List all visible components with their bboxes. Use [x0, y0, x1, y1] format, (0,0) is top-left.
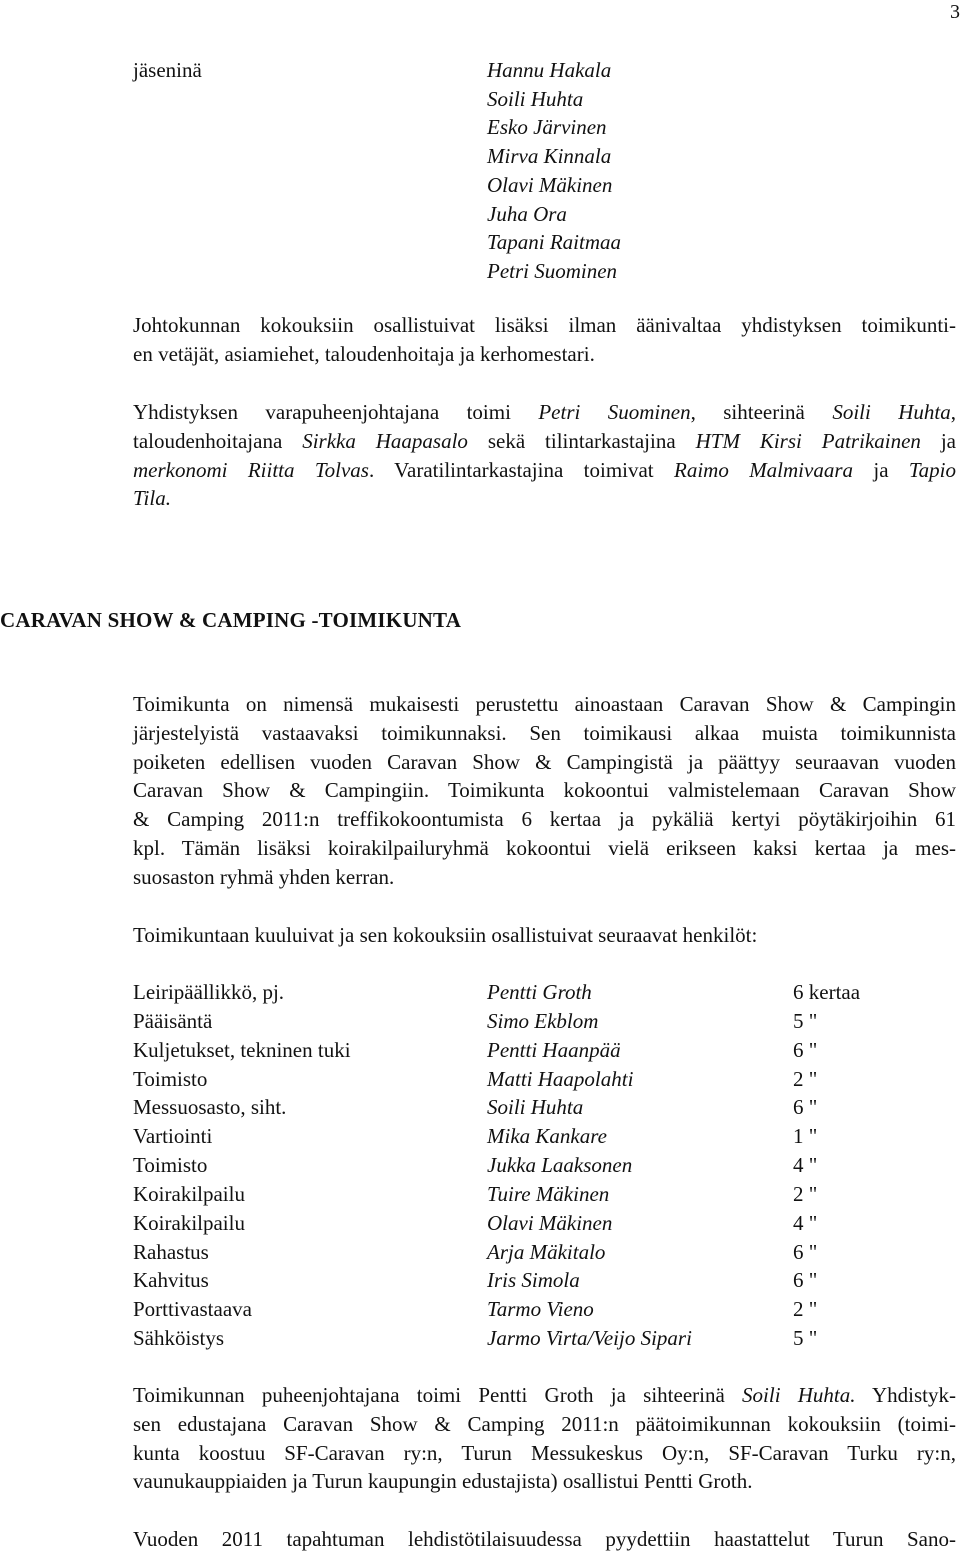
member-name: Tapani Raitmaa — [487, 230, 621, 254]
member-name: Petri Suominen — [487, 259, 618, 283]
count-cell: 6 kertaa — [793, 980, 861, 1004]
text-line — [133, 398, 956, 427]
role-cell: Vartiointi — [133, 1124, 213, 1148]
person-name: Soili Huhta — [832, 400, 951, 424]
member-name: Hannu Hakala — [487, 58, 612, 82]
name-cell: Mika Kankare — [487, 1124, 607, 1148]
text-line: en vetäjät, asiamiehet, taloudenhoitaja ja kerhomestari. — [133, 341, 595, 366]
text-run: , sihteerinä — [690, 400, 833, 424]
text-line: järjestelyistä vastaavaksi toimikunnaksi. Sen toimikausi alkaa muista toimikunnista — [133, 720, 956, 745]
text-run: . Varatilintarkastajina toimivat — [368, 457, 674, 482]
name-cell: Matti Haapolahti — [487, 1067, 634, 1091]
paragraph-officers — [133, 398, 956, 513]
role-cell: Toimisto — [133, 1067, 208, 1091]
name-cell: Olavi Mäkinen — [487, 1211, 613, 1235]
count-cell: 2 " — [793, 1182, 818, 1206]
count-cell: 6 " — [793, 1038, 818, 1062]
paragraph-members-intro — [133, 921, 956, 950]
member-name: Esko Järvinen — [487, 115, 607, 139]
text-line: Toimikunta on nimensä mukaisesti perustettu ainoastaan Caravan Show & Campingin — [133, 692, 956, 716]
text-run: Yhdistyk- — [855, 1383, 956, 1407]
role-cell: Porttivastaava — [133, 1297, 252, 1321]
text-line: suosaston ryhmä yhden kerran. — [133, 864, 395, 889]
person-name: HTM Kirsi Patrikainen — [695, 428, 921, 453]
member-name: Olavi Mäkinen — [487, 173, 613, 197]
count-cell: 2 " — [793, 1067, 818, 1091]
role-cell: Kahvitus — [133, 1268, 209, 1292]
page-number: 3 — [950, 1, 960, 23]
text-run: sekä tilintarkastajina — [467, 428, 696, 453]
name-cell: Jarmo Virta/Veijo Sipari — [487, 1326, 692, 1350]
text-run: ja — [920, 428, 956, 453]
role-cell: Koirakilpailu — [133, 1211, 245, 1235]
person-name: Petri Suominen — [538, 400, 691, 424]
person-name: Sirkka Haapasalo — [302, 428, 468, 453]
name-cell: Tuire Mäkinen — [487, 1182, 610, 1206]
paragraph-board-meetings — [133, 311, 956, 369]
name-cell: Pentti Haanpää — [487, 1038, 621, 1062]
count-cell: 4 " — [793, 1211, 818, 1235]
name-cell: Iris Simola — [487, 1268, 580, 1292]
count-cell: 1 " — [793, 1124, 818, 1148]
member-name: Soili Huhta — [487, 87, 584, 111]
text-line: poiketen edellisen vuoden Caravan Show & Campingistä ja päättyy seuraavan vuoden — [133, 749, 956, 774]
person-name: Soili Huhta. — [742, 1383, 856, 1407]
name-cell: Soili Huhta — [487, 1095, 584, 1119]
text-line: kpl. Tämän lisäksi koirakilpailuryhmä kokoontui vielä erikseen kaksi kertaa ja mes- — [133, 835, 956, 860]
text-line — [133, 484, 956, 513]
count-cell: 6 " — [793, 1240, 818, 1264]
count-cell: 5 " — [793, 1009, 818, 1033]
name-cell: Pentti Groth — [487, 980, 592, 1004]
count-cell: 2 " — [793, 1297, 818, 1321]
role-cell: Messuosasto, siht. — [133, 1095, 287, 1119]
count-cell: 6 " — [793, 1095, 818, 1119]
count-cell: 4 " — [793, 1153, 818, 1177]
text-run: , — [950, 400, 956, 424]
text-line — [133, 1381, 956, 1410]
person-name: Tila. — [133, 486, 171, 511]
paragraph-chair — [133, 1381, 956, 1496]
role-cell: Pääisäntä — [133, 1009, 213, 1033]
text-run: Yhdistyksen varapuheenjohtajana toimi — [133, 400, 539, 424]
name-cell: Tarmo Vieno — [487, 1297, 594, 1321]
text-line: & Camping 2011:n treffikokoontumista 6 kertaa ja pykäliä kertyi pöytäkirjoihin 61 — [133, 807, 956, 832]
text-run: taloudenhoitajana — [133, 428, 303, 453]
person-name: Raimo Malmivaara — [674, 457, 854, 482]
person-name: merkonomi Riitta Tolvas — [133, 457, 369, 482]
role-cell: Toimisto — [133, 1153, 208, 1177]
member-name: Mirva Kinnala — [487, 144, 612, 168]
role-cell: Leiripäällikkö, pj. — [133, 980, 285, 1004]
role-cell: Kuljetukset, tekninen tuki — [133, 1038, 351, 1062]
person-name: Tapio — [908, 457, 956, 482]
name-cell: Jukka Laaksonen — [487, 1153, 633, 1177]
member-name: Juha Ora — [487, 202, 567, 226]
count-cell: 5 " — [793, 1326, 818, 1350]
count-cell: 6 " — [793, 1268, 818, 1292]
text-line: kunta koostuu SF-Caravan ry:n, Turun Messukeskus Oy:n, SF-Caravan Turku ry:n, — [133, 1440, 956, 1465]
name-cell: Simo Ekblom — [487, 1009, 599, 1033]
text-line: Toimikuntaan kuuluivat ja sen kokouksiin osallistuivat seuraavat henkilöt: — [133, 923, 758, 947]
text-line: vaunukauppiaiden ja Turun kaupungin edustajista) osallistui Pentti Groth. — [133, 1469, 753, 1494]
section-heading: CARAVAN SHOW & CAMPING -TOIMIKUNTA — [0, 608, 462, 632]
text-run: Toimikunnan puheenjohtajana toimi Pentti Groth ja sihteerinä — [133, 1383, 743, 1407]
role-cell: Sähköistys — [133, 1326, 225, 1350]
text-line: Caravan Show & Campingiin. Toimikunta kokoontui valmistelemaan Caravan Show — [133, 778, 956, 803]
role-cell: Rahastus — [133, 1240, 209, 1264]
text-run: ja — [853, 457, 909, 482]
paragraph-committee-description — [133, 690, 956, 892]
name-cell: Arja Mäkitalo — [487, 1240, 606, 1264]
text-line — [133, 427, 956, 456]
role-cell: Koirakilpailu — [133, 1182, 245, 1206]
text-line: sen edustajana Caravan Show & Camping 2011:n päätoimikunnan kokouksiin (toimi- — [133, 1411, 956, 1436]
paragraph-press — [133, 1525, 956, 1554]
text-line — [133, 456, 956, 485]
members-label: jäseninä — [133, 58, 202, 82]
text-line: Vuoden 2011 tapahtuman lehdistötilaisuudessa pyydettiin haastattelut Turun Sano- — [133, 1527, 956, 1551]
text-line: Johtokunnan kokouksiin osallistuivat lisäksi ilman äänivaltaa yhdistyksen toimikunti- — [133, 313, 956, 337]
